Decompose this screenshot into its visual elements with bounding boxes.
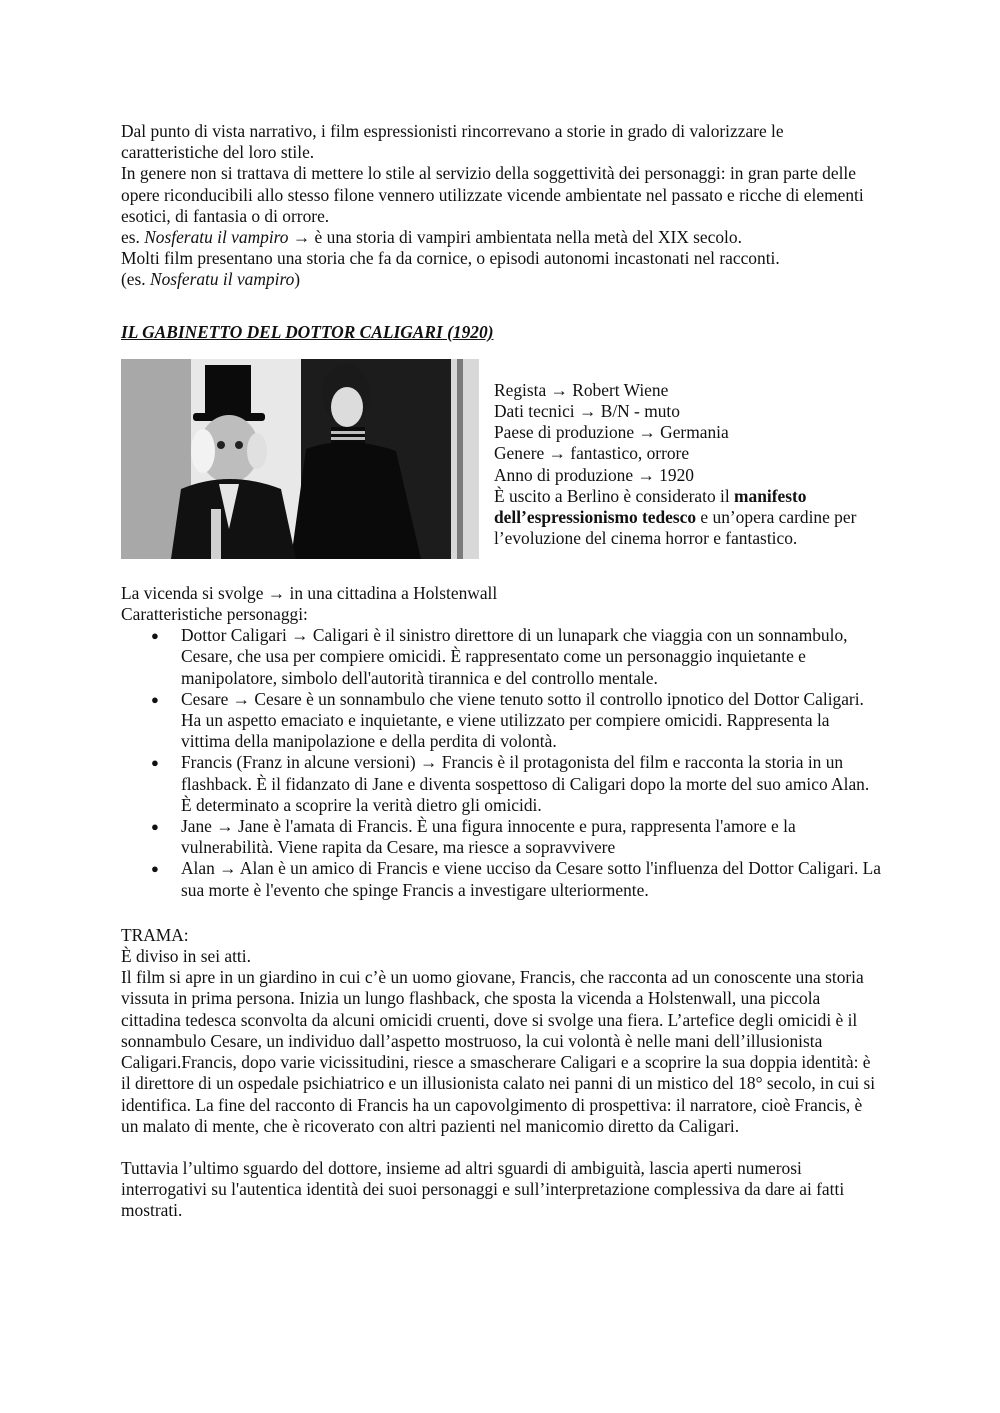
bullet-icon: ●	[151, 861, 159, 877]
example-prefix: es.	[121, 227, 145, 248]
intro-example-1	[121, 227, 881, 248]
film-detail-genre: Genere → fantastico, orrore	[494, 443, 690, 464]
plot-acts: È diviso in sei atti.	[121, 946, 251, 967]
example-suffix: )	[294, 269, 301, 290]
film-detail-country: Paese di produzione → Germania	[494, 422, 729, 443]
film-still-illustration	[121, 359, 479, 559]
document-page	[121, 121, 881, 1222]
characters-list	[121, 625, 881, 901]
setting-line: La vicenda si svolge → in una cittadina a Holstenwall	[121, 582, 498, 603]
description-suffix: e un’opera cardine per l’evoluzione del cinema horror e fantastico.	[494, 507, 857, 549]
film-detail-year: Anno di produzione → 1920	[494, 464, 694, 485]
description-prefix: È uscito a Berlino è considerato il	[494, 485, 735, 506]
plot-body: Il film si apre in un giardino in cui c’è un uomo giovane, Francis, che racconta ad un conoscente una storia vissuta in prima persona. Inizia un lungo flashback, che sposta la vicenda a Holstenwall, una piccola cittadina tedesca sconvolta da alcuni omicidi cruenti, dove si svolge una fiera. L’artefice degli omicidi è il sonnambulo Cesare, un individuo dall’aspetto mostruoso, la cui volontà è nelle mani dell’illusionista Caligari.Francis, dopo varie vicissitudini, riesce a smascherare Caligari e a scoprire la sua doppia identità: è il direttore di un ospedale psichiatrico e un illusionista calato nei panni di un mistico del 18° secolo, in cui si identifica. La fine del racconto di Francis ha un capovolgimento di prospettiva: il narratore, cioè Francis, è un malato di mente, che è ricoverato con altri pazienti nel manicomio diretto da Caligari.	[121, 967, 876, 1136]
film-title-italic: Nosferatu il vampiro	[149, 269, 295, 290]
character-alan: Alan → Alan è un amico di Francis e viene ucciso da Cesare sotto l'influenza del Dottor Caligari. La sua morte è l'evento che spinge Francis a investigare ulteriormente.	[181, 858, 881, 900]
film-details-list	[494, 380, 864, 486]
example-text: → è una storia di vampiri ambientata nella metà del XIX secolo.	[288, 227, 742, 248]
character-jane: Jane → Jane è l'amata di Francis. È una figura innocente e pura, rappresenta l'amore e la vulnerabilità. Viene rapita da Cesare, ma riesce a sopravvivere	[181, 816, 796, 858]
character-caligari: Dottor Caligari → Caligari è il sinistro direttore di un lunapark che viaggia con un sonnambulo, Cesare, che usa per compiere omicidi. È rappresentato come un personaggio inquietante e manipolatore, simbolo dell'autorità tirannica e del controllo mentale.	[181, 625, 848, 688]
list-item	[121, 816, 881, 858]
intro-paragraph-1: Dal punto di vista narrativo, i film espressionisti rincorrevano a storie in grado di valorizzare le caratteristiche del loro stile.	[121, 121, 784, 163]
list-item	[121, 689, 881, 753]
intro-paragraph-4: Molti film presentano una storia che fa da cornice, o episodi autonomi incastonati nel racconti.	[121, 248, 780, 269]
list-item	[121, 858, 881, 900]
section-title: IL GABINETTO DEL DOTTOR CALIGARI (1920)	[121, 321, 494, 342]
plot-closing: Tuttavia l’ultimo sguardo del dottore, insieme ad altri sguardi di ambiguità, lascia aperti numerosi interrogativi su l'autentica identità dei suoi personaggi e sull’interpretazione complessiva da dare ai fatti mostrati.	[121, 1157, 845, 1221]
characters-heading: Caratteristiche personaggi:	[121, 604, 308, 625]
character-francis: Francis (Franz in alcune versioni) → Francis è il protagonista del film e racconta la storia in un flashback. È il fidanzato di Jane e diventa sospettoso di Caligari dopo la morte del suo amico Alan. È determinato a scoprire la verità dietro gli omicidi.	[181, 752, 870, 815]
film-detail-director: Regista → Robert Wiene	[494, 379, 669, 400]
bullet-icon: ●	[151, 819, 159, 835]
plot-section	[121, 925, 881, 1222]
bullet-icon: ●	[151, 691, 159, 707]
intro-paragraph-2: In genere non si trattava di mettere lo stile al servizio della soggettività dei personaggi: in gran parte delle opere riconducibili allo stesso filone vennero utilizzate vicende ambientate nel passato e ricche di elementi esotici, di fantasia o di orrore.	[121, 163, 864, 226]
character-cesare: Cesare → Cesare è un sonnambulo che viene tenuto sotto il controllo ipnotico del Dottor Caligari. Ha un aspetto emaciato e inquietante, e viene utilizzato per compiere omicidi. Rappresenta la vittima della manipolazione e della perdita di volontà.	[181, 688, 864, 752]
intro-example-2	[121, 269, 881, 290]
film-details	[494, 380, 864, 550]
film-title-italic: Nosferatu il vampiro	[144, 227, 289, 248]
description-bold: manifesto dell’espressionismo tedesco	[494, 485, 807, 528]
list-item	[121, 625, 881, 689]
plot-heading: TRAMA:	[121, 924, 189, 945]
film-info-block	[121, 359, 881, 559]
bullet-icon: ●	[151, 755, 159, 771]
characters-section	[121, 583, 881, 901]
example-prefix: (es.	[121, 269, 150, 290]
film-description	[494, 486, 864, 550]
list-item	[121, 752, 881, 816]
film-detail-technical: Dati tecnici → B/N - muto	[494, 401, 680, 422]
film-still-image	[121, 359, 479, 559]
bullet-icon: ●	[151, 628, 159, 644]
